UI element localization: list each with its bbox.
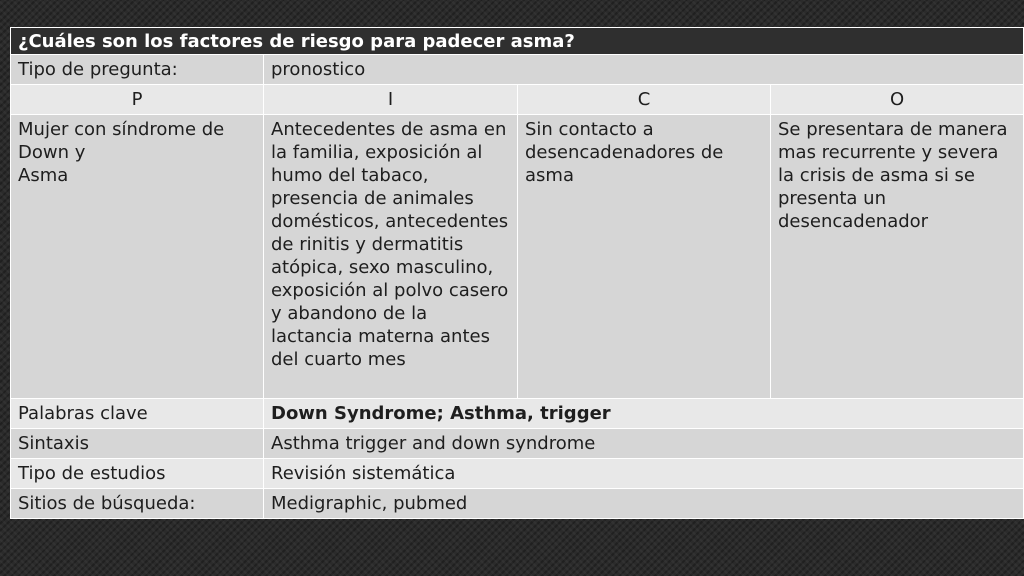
search-sites-row	[11, 489, 1024, 519]
pico-o-cell: Se presentara de manera mas recurrente y severa la crisis de asma si se presenta un desencadenador	[771, 115, 1024, 399]
pico-header-o: O	[771, 85, 1024, 115]
pico-i-cell: Antecedentes de asma en la familia, exposición al humo del tabaco, presencia de animales domésticos, antecedentes de rinitis y dermatitis atópica, sexo masculino, exposición al polvo casero y abandono de la lactancia materna antes del cuarto mes	[264, 115, 518, 399]
pico-table	[10, 27, 1024, 519]
syntax-row	[11, 429, 1024, 459]
question-type-row	[11, 55, 1024, 85]
study-type-value: Revisión sistemática	[264, 459, 1024, 489]
pico-p-cell	[11, 115, 264, 399]
keywords-row	[11, 399, 1024, 429]
question-title: ¿Cuáles son los factores de riesgo para padecer asma?	[11, 28, 1024, 55]
title-row	[11, 28, 1024, 55]
pico-p-line-1: Mujer con síndrome de Down y	[18, 119, 225, 163]
search-sites-value: Medigraphic, pubmed	[264, 489, 1024, 519]
pico-header-c: C	[518, 85, 771, 115]
pico-header-i: I	[264, 85, 518, 115]
pico-header-p: P	[11, 85, 264, 115]
question-type-label: Tipo de pregunta:	[11, 55, 264, 85]
pico-c-cell: Sin contacto a desencadenadores de asma	[518, 115, 771, 399]
pico-header-row	[11, 85, 1024, 115]
question-type-value: pronostico	[264, 55, 1024, 85]
keywords-value: Down Syndrome; Asthma, trigger	[264, 399, 1024, 429]
study-type-label: Tipo de estudios	[11, 459, 264, 489]
pico-p-line-2: Asma	[18, 165, 69, 186]
syntax-label: Sintaxis	[11, 429, 264, 459]
pico-body-row	[11, 115, 1024, 399]
keywords-label: Palabras clave	[11, 399, 264, 429]
syntax-value: Asthma trigger and down syndrome	[264, 429, 1024, 459]
study-type-row	[11, 459, 1024, 489]
search-sites-label: Sitios de búsqueda:	[11, 489, 264, 519]
